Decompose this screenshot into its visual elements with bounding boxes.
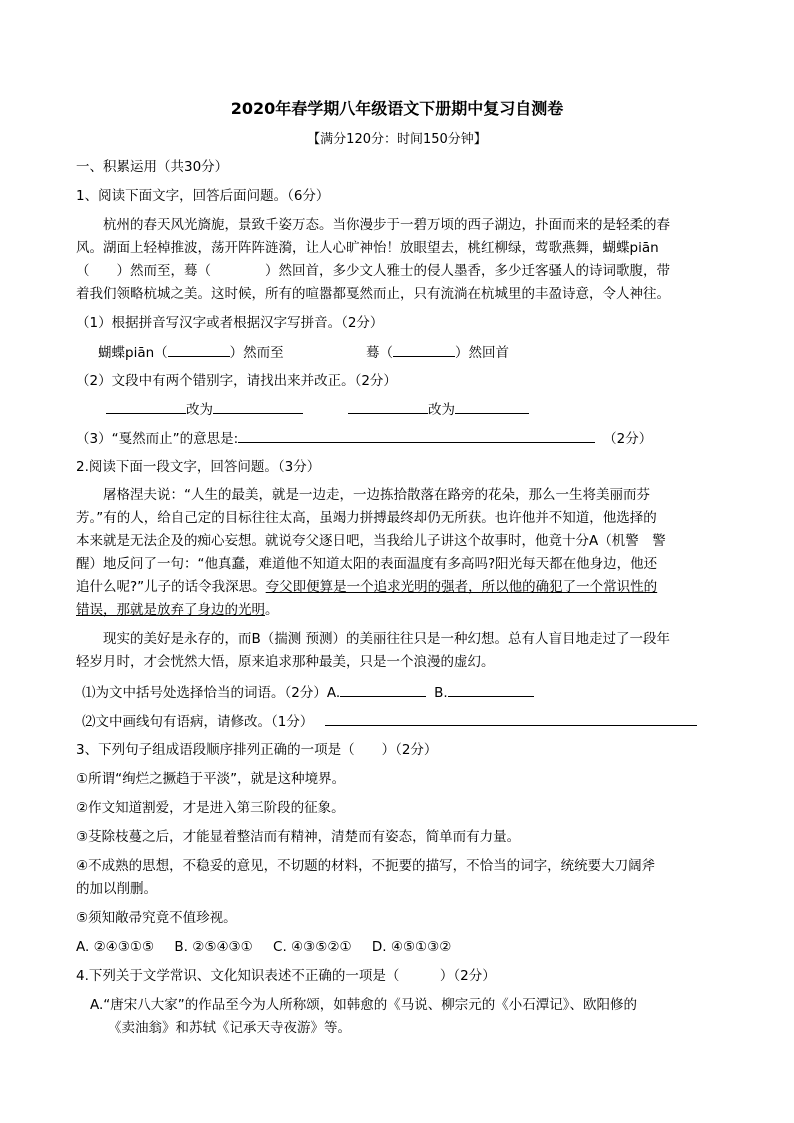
sentence-item: ①所谓“绚烂之撅趋于平淡”，就是这种境界。 xyxy=(76,771,346,787)
answer-blank-b[interactable] xyxy=(448,681,534,697)
answer-blank[interactable] xyxy=(348,398,428,414)
pinyin-prompt-end: ）然而至 xyxy=(229,345,284,361)
passage-line: 杭州的春天风光旖旎，景致千姿万态。当你漫步于一碧万顷的西子湖边，扑面而来的是轻柔的春 xyxy=(103,217,670,233)
question-1-sub1: （1）根据拼音写汉字或者根据汉字写拼音。（2分） xyxy=(76,315,384,331)
answer-blank[interactable] xyxy=(238,427,595,443)
correction-row xyxy=(106,398,303,421)
passage-line: 轻岁月时，才会恍然大悟，原来追求那种最美，只是一个浪漫的虚幻。 xyxy=(76,654,495,670)
option-a[interactable]: A. ②④③①⑤ xyxy=(76,939,155,955)
question-1-heading: 1、阅读下面文字，回答后面问题。（6分） xyxy=(76,188,330,204)
passage-line xyxy=(76,576,657,598)
sub1-answer-row xyxy=(98,341,284,364)
pinyin-prompt: 蝴蝶piān（ xyxy=(98,345,168,361)
question-2-sub1 xyxy=(82,681,534,704)
option-b[interactable]: B. ②⑤④③① xyxy=(174,939,253,955)
option-c[interactable]: C. ④③⑤②① xyxy=(273,939,352,955)
option-a-text: A.“唐宋八大家”的作品至今为人所称颂，如韩愈的《马说、柳宗元的《小石潭记》、欧阳修的 xyxy=(90,997,638,1013)
answer-blank[interactable] xyxy=(325,710,697,726)
question-4-heading: 4.下列关于文学常识、文化知识表述不正确的一项是（ ）（2分） xyxy=(76,968,496,984)
passage-line: 芳。”有的人，给自己定的目标往往太高，虽竭力拼搏最终却仍无所获。也许他并不知道，他选择的 xyxy=(76,510,657,526)
passage-line: 屠格涅夫说：“人生的最美，就是一边走，一边拣拾散落在路旁的花朵，那么一生将美丽而芬 xyxy=(103,487,650,503)
sentence-item: ⑤须知敞帚究竟不值珍视。 xyxy=(76,910,237,926)
correction-row-2 xyxy=(348,398,529,421)
score-time-note: 【满分120分：时间150分钟】 xyxy=(307,132,487,147)
option-b-label: B. xyxy=(434,685,448,701)
sentence-item: 的加以削删。 xyxy=(76,881,157,897)
passage-text: 。 xyxy=(265,602,279,618)
question-3-heading: 3、下列句子组成语段顺序排列正确的一项是（ ）（2分） xyxy=(76,742,438,758)
sub3-prompt: （3）“戛然而止”的意思是: xyxy=(76,431,239,447)
answer-blank-a[interactable] xyxy=(340,681,426,697)
passage-line: 现实的美好是永存的，而B（揣测 预测）的美丽往往只是一种幻想。总有人盲目地走过了一段年 xyxy=(103,631,671,647)
section-heading: 一、积累运用（共30分） xyxy=(76,159,229,175)
passage-line: 醒）地反问了一句：“他真蠢，难道他不知道太阳的表面温度有多高吗?阳光每天都在他身边，他还 xyxy=(76,556,658,572)
sub2-prompt: ⑵文中画线句有语病，请修改。（1分） xyxy=(82,714,314,730)
question-1-sub3 xyxy=(76,427,652,450)
hanzi-prompt-end: ）然回首 xyxy=(455,345,509,361)
change-to-label: 改为 xyxy=(428,402,455,418)
sentence-item: ②作文知道割爱，才是进入第三阶段的征象。 xyxy=(76,800,345,816)
answer-blank[interactable] xyxy=(106,398,186,414)
answer-options xyxy=(76,936,451,958)
question-2-sub2 xyxy=(82,710,697,733)
passage-line xyxy=(76,599,279,621)
option-a-text-cont: 《卖油翁》和苏轼《记承天寺夜游》等。 xyxy=(108,1020,351,1036)
sentence-item: ③芟除枝蔓之后，才能显着整洁而有精神，清楚而有姿态，简单而有力量。 xyxy=(76,829,521,845)
page-title: 2020年春学期八年级语文下册期中复习自测卷 xyxy=(230,99,564,118)
change-to-label: 改为 xyxy=(186,402,213,418)
hanzi-prompt: 蓦（ xyxy=(366,345,393,361)
sentence-item: ④不成熟的思想，不稳妥的意见，不切题的材料，不扼要的描写，不恰当的词字，统统要大刀阔斧 xyxy=(76,858,656,874)
passage-line: 本来就是无法企及的痴心妄想。就说夸父逐日吧，当我给儿子讲这个故事时，他竟十分A（机警 警 xyxy=(76,533,666,549)
sub1-prompt: ⑴为文中括号处选择恰当的词语。（2分）A. xyxy=(82,685,341,701)
option-d[interactable]: D. ④⑤①③② xyxy=(371,939,452,955)
sub3-score: （2分） xyxy=(603,431,653,447)
passage-text: 追什么呢?”儿子的话令我深思。 xyxy=(76,579,266,595)
passage-line: （ ）然而至，蓦（ ）然回首，多少文人雅士的侵人墨香，多少迁客骚人的诗词歌腹，带 xyxy=(76,263,670,279)
answer-blank[interactable] xyxy=(393,341,455,357)
sub1-answer-row-2 xyxy=(366,341,509,364)
underlined-sentence: 错误，那就是放弃了身边的光明 xyxy=(76,602,265,618)
passage-line: 着我们领略杭城之美。这时候，所有的喧嚣都戛然而止，只有流淌在杭城里的丰盈诗意，令人神往。 xyxy=(76,286,670,302)
question-2-heading: 2.阅读下面一段文字，回答问题。（3分） xyxy=(76,459,321,475)
answer-blank[interactable] xyxy=(213,398,303,414)
question-1-sub2: （2）文段中有两个错别字，请找出来并改正。（2分） xyxy=(76,373,397,389)
underlined-sentence: 夸父即便算是一个追求光明的强者，所以他的确犯了一个常识性的 xyxy=(265,579,658,595)
passage-line: 风。湖面上轻棹推波，荡开阵阵涟漪，让人心旷神怡！放眼望去，桃红柳绿，莺歌燕舞，蝴蝶piān xyxy=(76,240,659,256)
answer-blank[interactable] xyxy=(455,398,529,414)
answer-blank[interactable] xyxy=(168,341,230,357)
